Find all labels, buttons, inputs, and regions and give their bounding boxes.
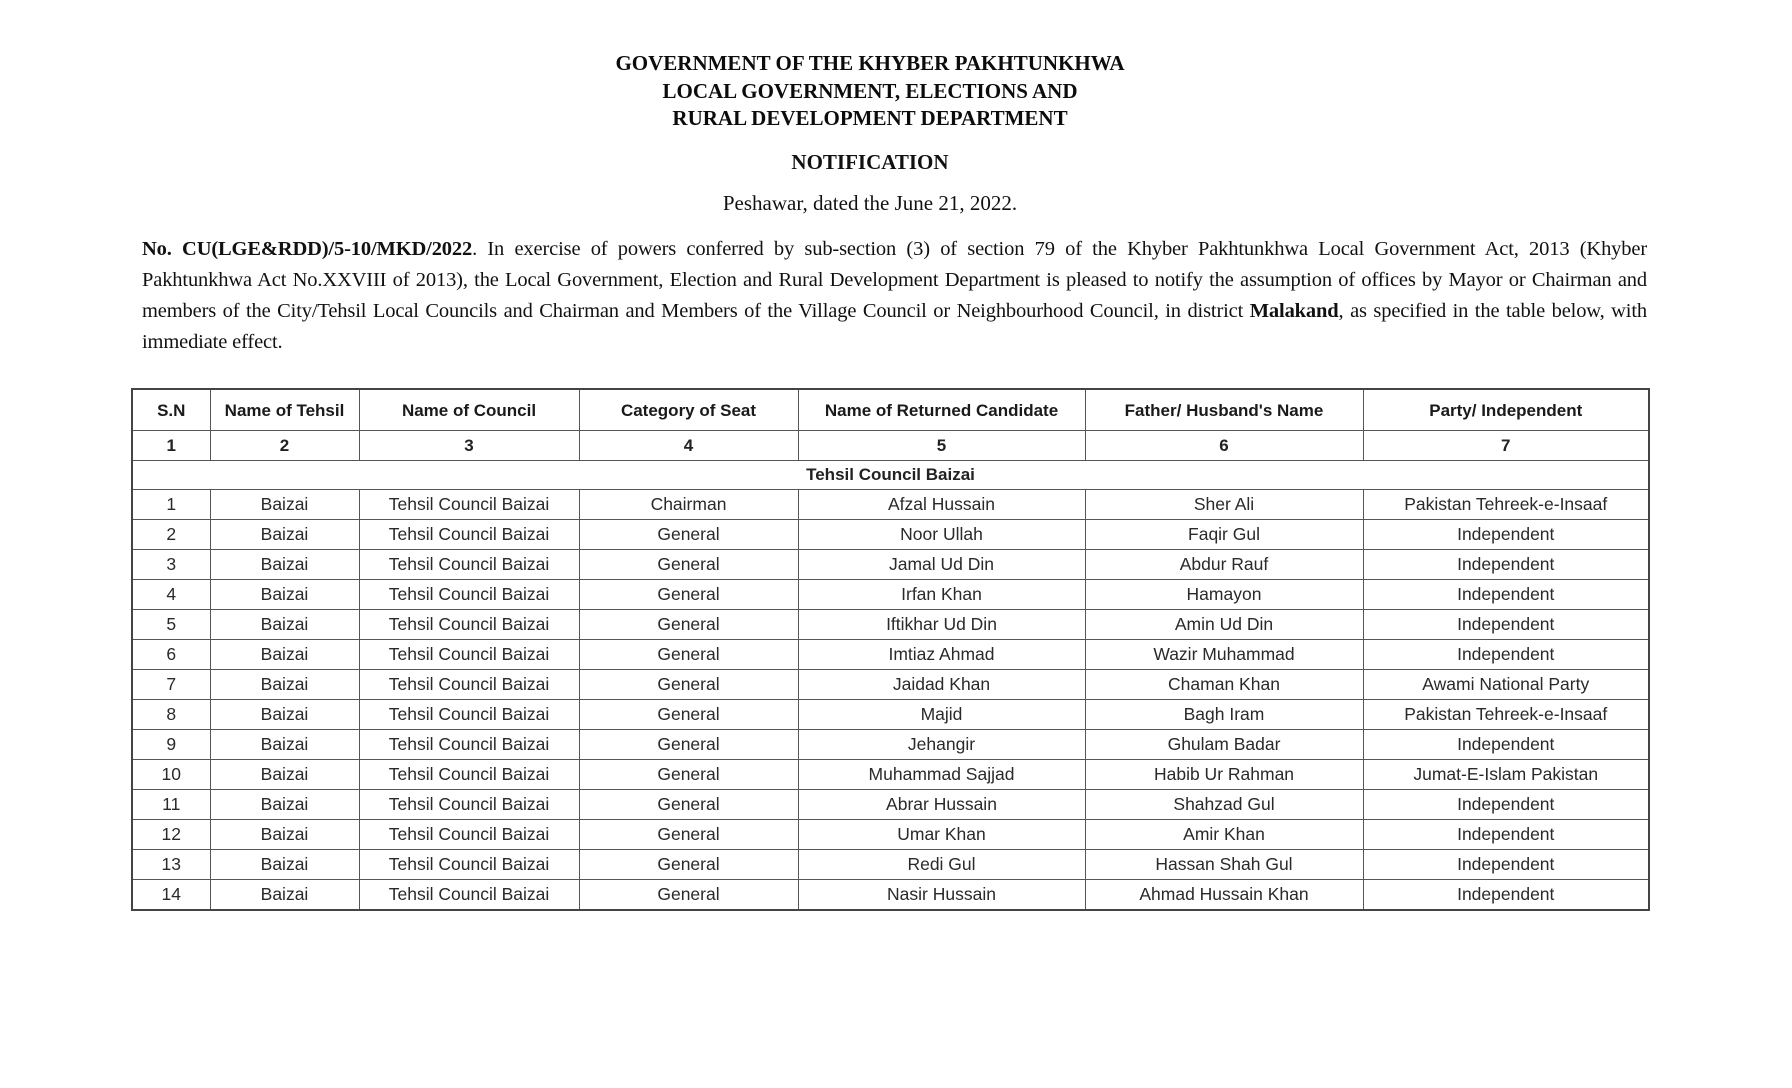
cell-candidate: Jamal Ud Din: [798, 550, 1085, 580]
cell-tehsil: Baizai: [210, 580, 359, 610]
cell-party: Independent: [1363, 640, 1649, 670]
cell-tehsil: Baizai: [210, 700, 359, 730]
cell-tehsil: Baizai: [210, 730, 359, 760]
cell-council: Tehsil Council Baizai: [359, 790, 579, 820]
cell-father: Abdur Rauf: [1085, 550, 1363, 580]
cell-sn: 3: [132, 550, 210, 580]
column-number: 4: [579, 431, 798, 461]
cell-party: Awami National Party: [1363, 670, 1649, 700]
section-title: Tehsil Council Baizai: [132, 461, 1649, 490]
table-row: [132, 670, 1649, 700]
column-number: 5: [798, 431, 1085, 461]
cell-party: Independent: [1363, 790, 1649, 820]
cell-tehsil: Baizai: [210, 760, 359, 790]
cell-party: Independent: [1363, 550, 1649, 580]
cell-tehsil: Baizai: [210, 790, 359, 820]
table-row: [132, 580, 1649, 610]
column-header-category: Category of Seat: [579, 389, 798, 431]
body-text-part1: . In exercise of powers conferred by sub-section (3) of section 79 of the Khyber Pakhtunkhwa Local Government Act, 2013 (Khyber Pakhtunkhwa Act No.XXVIII of 2013), the Local Government, Election and Rural Development Department is pleased to notify the assumption of offices by Mayor or Chairman and members of the City/Tehsil Local Councils and Chairman and Members of the Village Council or Neighbourhood Council, in district: [142, 238, 1647, 322]
table-row: [132, 820, 1649, 850]
cell-sn: 9: [132, 730, 210, 760]
cell-candidate: Abrar Hussain: [798, 790, 1085, 820]
column-header-party: Party/ Independent: [1363, 389, 1649, 431]
reference-number: No. CU(LGE&RDD)/5-10/MKD/2022: [142, 238, 473, 260]
cell-category: Chairman: [579, 490, 798, 520]
cell-category: General: [579, 640, 798, 670]
cell-council: Tehsil Council Baizai: [359, 880, 579, 911]
cell-category: General: [579, 850, 798, 880]
cell-father: Amin Ud Din: [1085, 610, 1363, 640]
cell-tehsil: Baizai: [210, 520, 359, 550]
cell-tehsil: Baizai: [210, 850, 359, 880]
dated-line: Peshawar, dated the June 21, 2022.: [722, 191, 1018, 215]
cell-tehsil: Baizai: [210, 670, 359, 700]
table-row: [132, 610, 1649, 640]
heading-government: GOVERNMENT OF THE KHYBER PAKHTUNKHWA: [615, 51, 1125, 75]
results-table: [131, 388, 1650, 911]
cell-council: Tehsil Council Baizai: [359, 490, 579, 520]
cell-father: Hamayon: [1085, 580, 1363, 610]
column-number-row: [132, 431, 1649, 461]
column-header-council: Name of Council: [359, 389, 579, 431]
cell-candidate: Imtiaz Ahmad: [798, 640, 1085, 670]
column-number: 2: [210, 431, 359, 461]
cell-sn: 13: [132, 850, 210, 880]
cell-sn: 8: [132, 700, 210, 730]
cell-father: Hassan Shah Gul: [1085, 850, 1363, 880]
cell-council: Tehsil Council Baizai: [359, 640, 579, 670]
table-row: [132, 880, 1649, 911]
cell-sn: 7: [132, 670, 210, 700]
cell-candidate: Muhammad Sajjad: [798, 760, 1085, 790]
cell-tehsil: Baizai: [210, 820, 359, 850]
cell-council: Tehsil Council Baizai: [359, 730, 579, 760]
cell-party: Independent: [1363, 520, 1649, 550]
cell-father: Faqir Gul: [1085, 520, 1363, 550]
heading-department-line1: LOCAL GOVERNMENT, ELECTIONS AND: [662, 79, 1078, 103]
column-header-candidate: Name of Returned Candidate: [798, 389, 1085, 431]
cell-sn: 14: [132, 880, 210, 911]
cell-father: Habib Ur Rahman: [1085, 760, 1363, 790]
heading-department-line2: RURAL DEVELOPMENT DEPARTMENT: [672, 106, 1068, 130]
cell-father: Ahmad Hussain Khan: [1085, 880, 1363, 911]
cell-father: Sher Ali: [1085, 490, 1363, 520]
notification-title: NOTIFICATION: [791, 150, 949, 174]
column-number: 1: [132, 431, 210, 461]
cell-sn: 11: [132, 790, 210, 820]
cell-council: Tehsil Council Baizai: [359, 610, 579, 640]
cell-sn: 10: [132, 760, 210, 790]
table-row: [132, 790, 1649, 820]
cell-party: Independent: [1363, 850, 1649, 880]
cell-sn: 5: [132, 610, 210, 640]
column-number: 3: [359, 431, 579, 461]
cell-category: General: [579, 610, 798, 640]
table-row: [132, 550, 1649, 580]
cell-category: General: [579, 730, 798, 760]
cell-council: Tehsil Council Baizai: [359, 550, 579, 580]
cell-sn: 12: [132, 820, 210, 850]
column-header-sn: S.N: [132, 389, 210, 431]
cell-candidate: Irfan Khan: [798, 580, 1085, 610]
cell-category: General: [579, 790, 798, 820]
table-header-row: [132, 389, 1649, 431]
table-row: [132, 760, 1649, 790]
table-row: [132, 640, 1649, 670]
cell-category: General: [579, 670, 798, 700]
cell-sn: 2: [132, 520, 210, 550]
cell-category: General: [579, 520, 798, 550]
table-row: [132, 700, 1649, 730]
cell-father: Amir Khan: [1085, 820, 1363, 850]
cell-father: Bagh Iram: [1085, 700, 1363, 730]
cell-party: Independent: [1363, 610, 1649, 640]
cell-party: Independent: [1363, 820, 1649, 850]
cell-council: Tehsil Council Baizai: [359, 670, 579, 700]
cell-candidate: Noor Ullah: [798, 520, 1085, 550]
cell-candidate: Nasir Hussain: [798, 880, 1085, 911]
column-header-tehsil: Name of Tehsil: [210, 389, 359, 431]
cell-tehsil: Baizai: [210, 550, 359, 580]
cell-council: Tehsil Council Baizai: [359, 700, 579, 730]
cell-sn: 1: [132, 490, 210, 520]
cell-council: Tehsil Council Baizai: [359, 520, 579, 550]
cell-candidate: Iftikhar Ud Din: [798, 610, 1085, 640]
cell-candidate: Umar Khan: [798, 820, 1085, 850]
table-row: [132, 490, 1649, 520]
cell-father: Chaman Khan: [1085, 670, 1363, 700]
cell-candidate: Redi Gul: [798, 850, 1085, 880]
section-row: [132, 461, 1649, 490]
notification-body: [142, 234, 1647, 358]
cell-sn: 6: [132, 640, 210, 670]
cell-council: Tehsil Council Baizai: [359, 820, 579, 850]
cell-category: General: [579, 820, 798, 850]
cell-candidate: Afzal Hussain: [798, 490, 1085, 520]
cell-category: General: [579, 880, 798, 911]
cell-category: General: [579, 760, 798, 790]
cell-tehsil: Baizai: [210, 640, 359, 670]
district-name: Malakand: [1249, 300, 1339, 322]
table-row: [132, 520, 1649, 550]
cell-father: Wazir Muhammad: [1085, 640, 1363, 670]
cell-tehsil: Baizai: [210, 490, 359, 520]
cell-tehsil: Baizai: [210, 610, 359, 640]
cell-candidate: Jaidad Khan: [798, 670, 1085, 700]
column-number: 7: [1363, 431, 1649, 461]
cell-category: General: [579, 550, 798, 580]
cell-party: Pakistan Tehreek-e-Insaaf: [1363, 700, 1649, 730]
cell-father: Ghulam Badar: [1085, 730, 1363, 760]
table-row: [132, 850, 1649, 880]
cell-tehsil: Baizai: [210, 880, 359, 911]
table-row: [132, 730, 1649, 760]
cell-party: Pakistan Tehreek-e-Insaaf: [1363, 490, 1649, 520]
cell-party: Independent: [1363, 880, 1649, 911]
cell-party: Independent: [1363, 730, 1649, 760]
cell-category: General: [579, 700, 798, 730]
body-text-part2: , as specified in the table below, with immediate effect.: [142, 300, 1647, 353]
cell-sn: 4: [132, 580, 210, 610]
column-number: 6: [1085, 431, 1363, 461]
column-header-father: Father/ Husband's Name: [1085, 389, 1363, 431]
cell-category: General: [579, 580, 798, 610]
cell-candidate: Majid: [798, 700, 1085, 730]
cell-council: Tehsil Council Baizai: [359, 760, 579, 790]
cell-council: Tehsil Council Baizai: [359, 850, 579, 880]
cell-father: Shahzad Gul: [1085, 790, 1363, 820]
cell-candidate: Jehangir: [798, 730, 1085, 760]
cell-council: Tehsil Council Baizai: [359, 580, 579, 610]
cell-party: Independent: [1363, 580, 1649, 610]
cell-party: Jumat-E-Islam Pakistan: [1363, 760, 1649, 790]
